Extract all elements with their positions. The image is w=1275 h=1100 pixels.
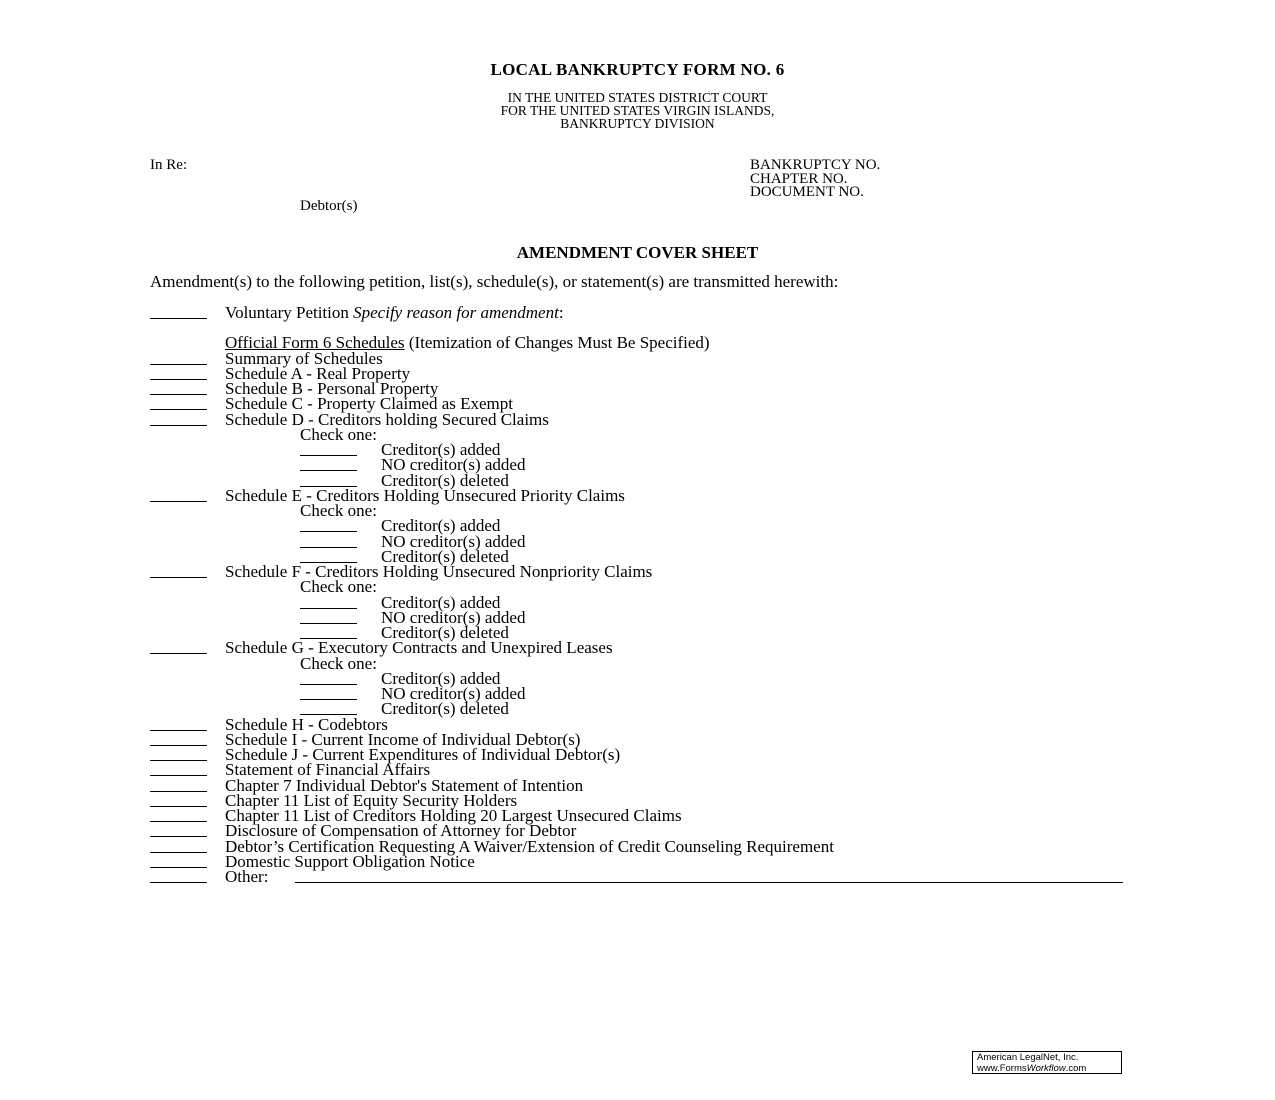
checkbox-blank[interactable]: [150, 871, 207, 883]
checkbox-blank[interactable]: [300, 703, 357, 715]
checkbox-blank[interactable]: [150, 566, 207, 578]
checkbox-blank[interactable]: [300, 597, 357, 609]
checkbox-blank[interactable]: [150, 734, 207, 746]
checkbox-blank[interactable]: [150, 795, 207, 807]
checkbox-blank[interactable]: [300, 459, 357, 471]
checkbox-blank[interactable]: [150, 490, 207, 502]
other-input-line[interactable]: [295, 871, 1123, 883]
debtors-label: Debtor(s): [300, 198, 358, 214]
checkbox-blank[interactable]: [150, 764, 207, 776]
publisher-name: American LegalNet, Inc.: [977, 1052, 1079, 1063]
checkbox-blank[interactable]: [150, 856, 207, 868]
checkbox-blank[interactable]: [150, 749, 207, 761]
checkbox-blank[interactable]: [150, 414, 207, 426]
sheet-title: AMENDMENT COVER SHEET: [516, 243, 759, 262]
checkbox-blank[interactable]: [300, 688, 357, 700]
publisher-stamp: [972, 1051, 1122, 1074]
form-title: LOCAL BANKRUPTCY FORM NO. 6: [490, 60, 785, 79]
checkbox-blank[interactable]: [300, 520, 357, 532]
checkbox-blank[interactable]: [150, 642, 207, 654]
checkbox-blank[interactable]: [150, 368, 207, 380]
schedules-heading-rest: (Itemization of Changes Must Be Specified): [404, 333, 710, 352]
checkbox-blank[interactable]: [150, 353, 207, 365]
document-no-field: DOCUMENT NO.: [750, 184, 864, 200]
bankruptcy-no-field: BANKRUPTCY NO.: [750, 157, 881, 173]
chapter-no-field: CHAPTER NO.: [750, 171, 848, 187]
checkbox-blank[interactable]: [150, 825, 207, 837]
publisher-url: www.FormsWorkflow.com: [977, 1062, 1087, 1074]
in-re-label: In Re:: [150, 157, 188, 173]
intro-text: Amendment(s) to the following petition, list(s), schedule(s), or statement(s) are transmitted herewith:: [150, 272, 839, 291]
voluntary-petition-label: Voluntary Petition Specify reason for amendment:: [225, 303, 564, 322]
checkbox-blank[interactable]: [150, 719, 207, 731]
court-line-2: FOR THE UNITED STATES VIRGIN ISLANDS,: [500, 103, 775, 118]
checkbox-blank[interactable]: [150, 841, 207, 853]
checkbox-blank[interactable]: [150, 307, 207, 319]
checkbox-blank[interactable]: [300, 673, 357, 685]
checkbox-blank[interactable]: [150, 383, 207, 395]
court-line-3: BANKRUPTCY DIVISION: [560, 116, 715, 131]
checkbox-blank[interactable]: [300, 444, 357, 456]
checkbox-blank[interactable]: [150, 810, 207, 822]
court-line-1: IN THE UNITED STATES DISTRICT COURT: [507, 90, 768, 105]
schedules-heading-underlined: Official Form 6 Schedules: [225, 333, 405, 352]
checkbox-blank[interactable]: [150, 398, 207, 410]
checkbox-blank[interactable]: [150, 780, 207, 792]
checkbox-blank[interactable]: [300, 612, 357, 624]
checkbox-blank[interactable]: [300, 536, 357, 548]
